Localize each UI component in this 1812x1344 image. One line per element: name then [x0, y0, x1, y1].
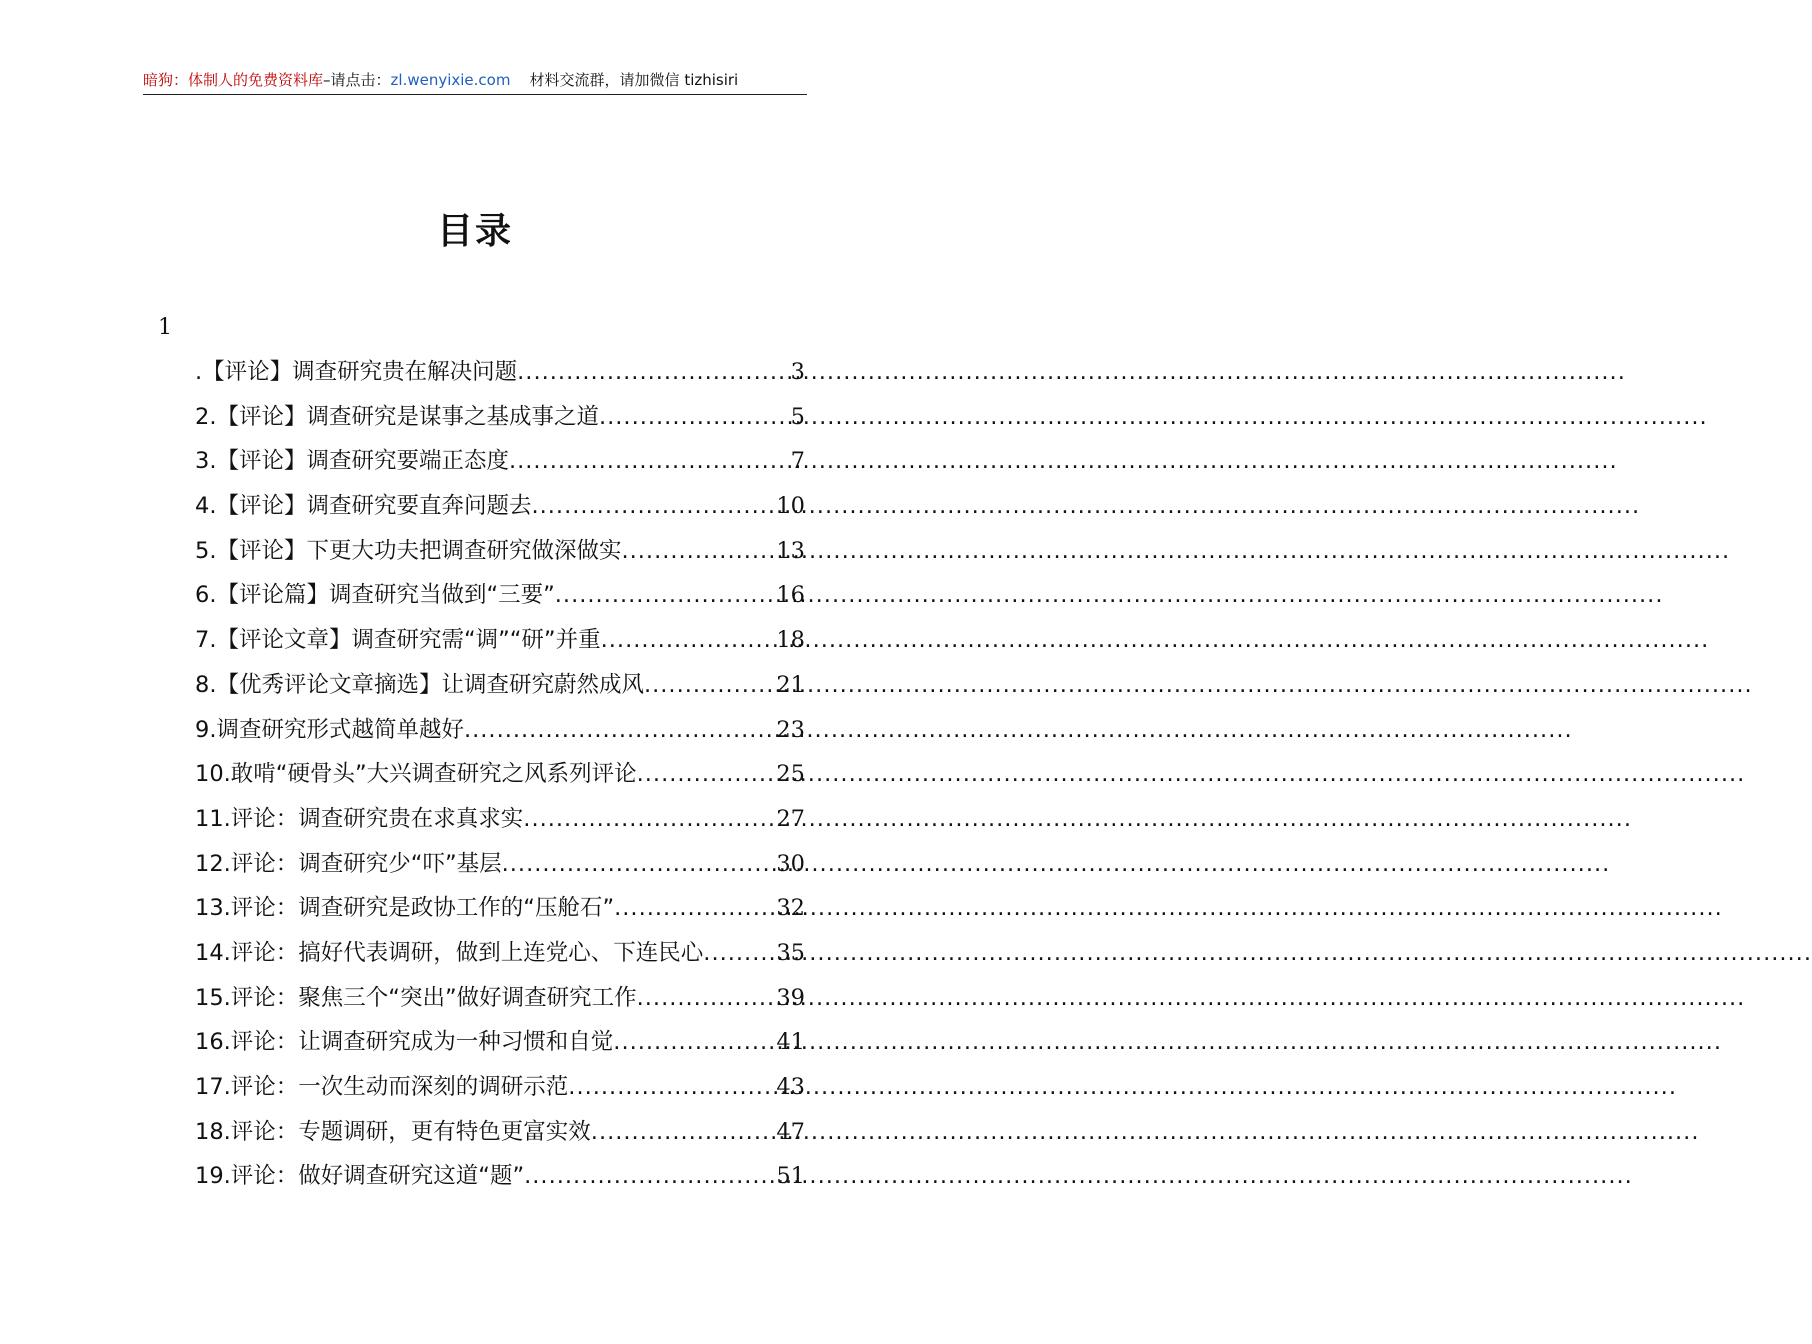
toc-entry-page: 35 [776, 939, 805, 966]
toc-entry-title: 11.评论：调查研究贵在求真求实 [195, 805, 524, 832]
toc-entry-page: 32 [776, 895, 805, 922]
header-click-prompt: –请点击： [323, 71, 391, 89]
toc-leader-dots [502, 842, 777, 887]
toc-entry-page: 3 [790, 359, 805, 385]
toc-entry-title: 19.评论：做好调查研究这道“题” [195, 1163, 525, 1190]
toc-leader-dots [509, 439, 791, 484]
toc-entry-title: 8.【优秀评论文章摘选】让调查研究蔚然成风 [195, 671, 644, 698]
toc-leader-dots [591, 1110, 777, 1155]
toc-entry[interactable] [195, 797, 805, 842]
toc-entry-title: 13.评论：调查研究是政协工作的“压舱石” [195, 895, 615, 922]
toc-entry-page: 13 [776, 537, 805, 564]
toc-lead-number: 1 [158, 315, 172, 340]
toc-entry-title: 2.【评论】调查研究是谋事之基成事之道 [195, 403, 599, 430]
toc-entry-title: 10.敢啃“硬骨头”大兴调查研究之风系列评论 [195, 761, 637, 788]
toc-entry[interactable] [195, 886, 805, 931]
page-title: 目录 [436, 210, 513, 252]
toc-entry[interactable] [195, 1110, 805, 1155]
toc-entry[interactable] [195, 1154, 805, 1199]
toc-entry[interactable] [195, 1020, 805, 1065]
toc-entry-page: 51 [776, 1163, 805, 1190]
toc-entry-page: 30 [776, 850, 805, 877]
toc-entry-page: 23 [776, 716, 805, 743]
toc-entry-page: 41 [776, 1029, 805, 1056]
toc-leader-dots [703, 931, 776, 976]
toc-entry-title: 12.评论：调查研究少“吓”基层 [195, 850, 502, 877]
toc-entry-title: 15.评论：聚焦三个“突出”做好调查研究工作 [195, 984, 637, 1011]
toc-entry[interactable] [195, 618, 805, 663]
toc-entry-title: 5.【评论】下更大功夫把调查研究做深做实 [195, 537, 622, 564]
toc-entry-title: 14.评论：搞好代表调研，做到上连党心、下连民心 [195, 939, 704, 966]
toc-entry[interactable] [195, 842, 805, 887]
toc-entry-page: 25 [776, 761, 805, 788]
toc-entry[interactable] [195, 350, 805, 395]
toc-entry-page: 27 [776, 805, 805, 832]
toc-entry[interactable] [195, 573, 805, 618]
toc-leader-dots [601, 618, 777, 663]
toc-entry[interactable] [195, 439, 805, 484]
toc-entry[interactable] [195, 752, 805, 797]
toc-leader-dots [524, 1154, 776, 1199]
toc-entry-title: .【评论】调查研究贵在解决问题 [195, 359, 518, 385]
toc-entry-title: 6.【评论篇】调查研究当做到“三要” [195, 582, 555, 609]
toc-entry-title: 17.评论：一次生动而深刻的调研示范 [195, 1074, 569, 1100]
header-group-info: 材料交流群，请加微信 tizhisiri [529, 71, 739, 89]
toc-entry-page: 43 [776, 1074, 805, 1100]
toc-leader-dots [523, 797, 776, 842]
toc-leader-dots [517, 350, 791, 395]
toc-leader-dots [568, 1065, 776, 1110]
toc-entry-title: 18.评论：专题调研，更有特色更富实效 [195, 1118, 591, 1145]
toc-entry-page: 21 [776, 671, 805, 698]
toc-entry[interactable] [195, 484, 805, 529]
toc-leader-dots [637, 752, 777, 797]
toc-entry-page: 5 [790, 403, 805, 430]
toc-entry-title: 4.【评论】调查研究要直奔问题去 [195, 493, 532, 520]
toc-entry-page: 47 [776, 1118, 805, 1145]
toc-leader-dots [555, 573, 777, 618]
toc-entry-title: 16.评论：让调查研究成为一种习惯和自觉 [195, 1029, 614, 1056]
toc-leader-dots [599, 395, 791, 440]
toc-entry[interactable] [195, 663, 805, 708]
toc-entry-page: 10 [776, 493, 805, 520]
toc-entry-page: 7 [790, 448, 805, 475]
header-url-link[interactable]: zl.wenyixie.com [390, 71, 511, 89]
toc-entry-title: 7.【评论文章】调查研究需“调”“研”并重 [195, 627, 601, 654]
table-of-contents [195, 350, 805, 1199]
toc-leader-dots [464, 708, 776, 753]
toc-leader-dots [621, 529, 776, 574]
toc-entry[interactable] [195, 529, 805, 574]
toc-entry[interactable] [195, 931, 805, 976]
toc-entry[interactable] [195, 395, 805, 440]
toc-entry-title: 3.【评论】调查研究要端正态度 [195, 448, 509, 475]
toc-leader-dots [531, 484, 776, 529]
toc-entry-title: 9.调查研究形式越简单越好 [195, 716, 464, 743]
toc-entry-page: 39 [776, 984, 805, 1011]
toc-leader-dots [614, 886, 776, 931]
toc-entry[interactable] [195, 976, 805, 1021]
toc-entry[interactable] [195, 708, 805, 753]
toc-leader-dots [637, 976, 777, 1021]
header-site-name: 暗狗：体制人的免费资料库 [143, 71, 324, 89]
toc-entry-page: 16 [776, 582, 805, 609]
toc-leader-dots [613, 1020, 776, 1065]
toc-leader-dots [644, 663, 776, 708]
page-header [143, 66, 807, 95]
toc-entry[interactable] [195, 1065, 805, 1110]
toc-entry-page: 18 [776, 627, 805, 654]
